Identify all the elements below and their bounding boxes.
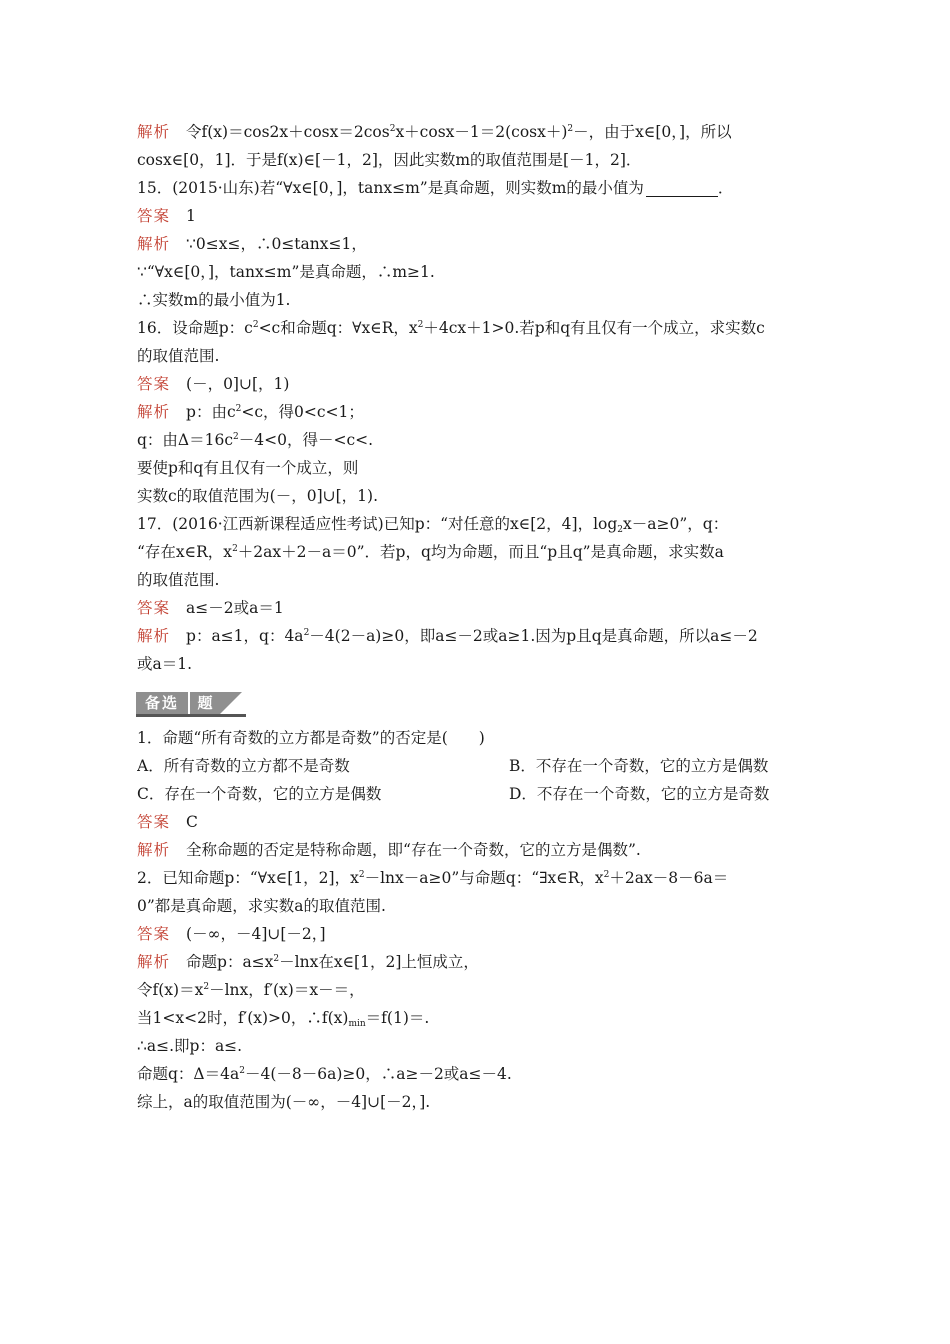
- solution-line: [137, 118, 817, 146]
- answer-label: 答案: [137, 375, 171, 393]
- question-17: [137, 510, 817, 538]
- option-d: D．不存在一个奇数，它的立方是奇数: [509, 785, 770, 803]
- text: 0”都是真命题，求实数a的取值范围.: [137, 897, 386, 915]
- text-line: [137, 342, 817, 370]
- text: ＋2ax＋2－a＝0”．若p，q均为命题，而且“p且q”是真命题，求实数a: [237, 543, 724, 561]
- solution-label: 解析: [137, 123, 171, 141]
- text: ∴a≤.即p：a≤.: [137, 1037, 243, 1055]
- text-line: [137, 650, 817, 678]
- question-2: [137, 864, 817, 892]
- text: 令f(x)＝cos2x＋cosx＝2cos: [186, 123, 390, 141]
- text: ∵“∀x∈[0，]，tanx≤m”是真命题，∴m≥1.: [137, 263, 435, 281]
- text: 命题p：a≤x: [186, 953, 274, 971]
- text: q：由Δ＝16c: [137, 431, 234, 449]
- solution-line: [137, 836, 817, 864]
- text-line: [137, 1060, 817, 1088]
- text: －4<0，得－<c<.: [238, 431, 374, 449]
- banner-label: 备选: [136, 692, 188, 714]
- text: “存在x∈R，x: [137, 543, 233, 561]
- answer-label: 答案: [137, 599, 171, 617]
- text: (－，0]∪[，1): [186, 375, 290, 393]
- answer-line: [137, 370, 817, 398]
- answer-line: [137, 202, 817, 230]
- text-line: [137, 1004, 817, 1032]
- text-line: [137, 454, 817, 482]
- superscript: 2: [252, 320, 259, 330]
- text: ＋2ax－8－6a＝: [609, 869, 729, 887]
- superscript: 2: [567, 124, 574, 134]
- superscript: 2: [603, 870, 610, 880]
- answer-label: 答案: [137, 813, 171, 831]
- answer-line: [137, 594, 817, 622]
- text-line: [137, 146, 817, 174]
- text: ＝f(1)＝.: [365, 1009, 430, 1027]
- solution-label: 解析: [137, 841, 171, 859]
- text: 实数c的取值范围为(－，0]∪[，1).: [137, 487, 379, 505]
- text: 令f(x)＝x: [137, 981, 204, 999]
- text: －4(－8－6a)≥0，∴a≥－2或a≤－4.: [244, 1065, 512, 1083]
- answer-line: [137, 920, 817, 948]
- text: cosx∈[0，1]．于是f(x)∈[－1，2]，因此实数m的取值范围是[－1，2]．: [137, 151, 642, 169]
- solution-label: 解析: [137, 235, 171, 253]
- text: 15．(2015·山东)若“∀x∈[0，]，tanx≤m”是真命题，则实数m的最小值为: [137, 179, 644, 197]
- options-row: [137, 780, 817, 808]
- text: 17．(2016·江西新课程适应性考试)已知p：“对任意的x∈[2，4]，log: [137, 515, 618, 533]
- solution-line: [137, 622, 817, 650]
- text-line: [137, 892, 817, 920]
- solution-line: [137, 948, 817, 976]
- text: x－a≥0”，q：: [623, 515, 729, 533]
- superscript: 2: [273, 954, 280, 964]
- text: 当1<x<2时，f′(x)>0，∴f(x): [137, 1009, 349, 1027]
- superscript: 2: [232, 544, 238, 554]
- solution-line: [137, 230, 817, 258]
- text: p：a≤1，q：4a: [186, 627, 304, 645]
- text: 16．设命题p：c: [137, 319, 253, 337]
- text: 综上，a的取值范围为(－∞，－4]∪[－2，].: [137, 1093, 431, 1111]
- text: 的取值范围.: [137, 347, 220, 365]
- option-c: C．存在一个奇数，它的立方是偶数: [137, 785, 382, 803]
- superscript: 2: [303, 628, 310, 638]
- solution-line: [137, 398, 817, 426]
- text-line: [137, 258, 817, 286]
- text: 要使p和q有且仅有一个成立，则: [137, 459, 359, 477]
- text: －lnx在x∈[1，2]上恒成立，: [279, 953, 479, 971]
- option-b: B．不存在一个奇数，它的立方是偶数: [509, 757, 769, 775]
- option-a: A．所有奇数的立方都不是奇数: [137, 757, 350, 775]
- solution-label: 解析: [137, 953, 171, 971]
- text-line: [137, 1088, 817, 1116]
- subscript: 2: [617, 525, 624, 535]
- text: 或a＝1.: [137, 655, 193, 673]
- solution-label: 解析: [137, 627, 171, 645]
- text-line: [137, 426, 817, 454]
- superscript: 2: [235, 404, 242, 414]
- text: x＋cosx－1＝2(cosx＋): [395, 123, 568, 141]
- text: －4(2－a)≥0，即a≤－2或a≥1.因为p且q是真命题，所以a≤－2: [309, 627, 758, 645]
- text-line: [137, 286, 817, 314]
- question-15: [137, 174, 817, 202]
- banner-label: 题: [190, 692, 220, 714]
- text: ∴实数m的最小值为1.: [137, 291, 291, 309]
- text: －lnx，f′(x)＝x－＝，: [209, 981, 365, 999]
- banner-corner: [220, 692, 242, 714]
- text: －lnx－a≥0”与命题q：“∃x∈R，x: [364, 869, 604, 887]
- text: C: [186, 813, 198, 831]
- subscript: min: [348, 1019, 366, 1029]
- text-line: [137, 976, 817, 1004]
- section-banner: [136, 692, 248, 716]
- text: ＋4cx＋1>0.若p和q有且仅有一个成立，求实数c: [423, 319, 765, 337]
- text: a≤－2或a＝1: [186, 599, 284, 617]
- text: 2．已知命题p：“∀x∈[1，2]，x: [137, 869, 359, 887]
- text-line: [137, 482, 817, 510]
- text: p：由c: [186, 403, 236, 421]
- superscript: 2: [239, 1066, 245, 1076]
- text: <c，得0<c<1；: [241, 403, 364, 421]
- superscript: 2: [203, 982, 210, 992]
- text-line: [137, 538, 817, 566]
- text: 的取值范围.: [137, 571, 220, 589]
- superscript: 2: [389, 124, 396, 134]
- options-row: [137, 752, 817, 780]
- answer-label: 答案: [137, 925, 171, 943]
- text-line: [137, 1032, 817, 1060]
- text: <c和命题q：∀x∈R，x: [258, 319, 418, 337]
- superscript: 2: [233, 432, 239, 442]
- text: ．: [717, 179, 734, 197]
- superscript: 2: [417, 320, 424, 330]
- text-line: [137, 566, 817, 594]
- text: －，由于x∈[0，]，所以: [573, 123, 732, 141]
- answer-line: [137, 808, 817, 836]
- text: 全称命题的否定是特称命题，即“存在一个奇数，它的立方是偶数”.: [186, 841, 641, 859]
- banner-underline: [136, 714, 246, 717]
- text: 1: [186, 207, 196, 225]
- text: 命题q：Δ＝4a: [137, 1065, 240, 1083]
- text: 1．命题“所有奇数的立方都是奇数”的否定是( ): [137, 729, 485, 747]
- answer-blank: [646, 180, 718, 197]
- answer-label: 答案: [137, 207, 171, 225]
- solution-label: 解析: [137, 403, 171, 421]
- question-1: [137, 724, 817, 752]
- text: (－∞，－4]∪[－2，]: [186, 925, 326, 943]
- question-16: [137, 314, 817, 342]
- superscript: 2: [358, 870, 365, 880]
- text: ∵0≤x≤，∴0≤tanx≤1，: [186, 235, 367, 253]
